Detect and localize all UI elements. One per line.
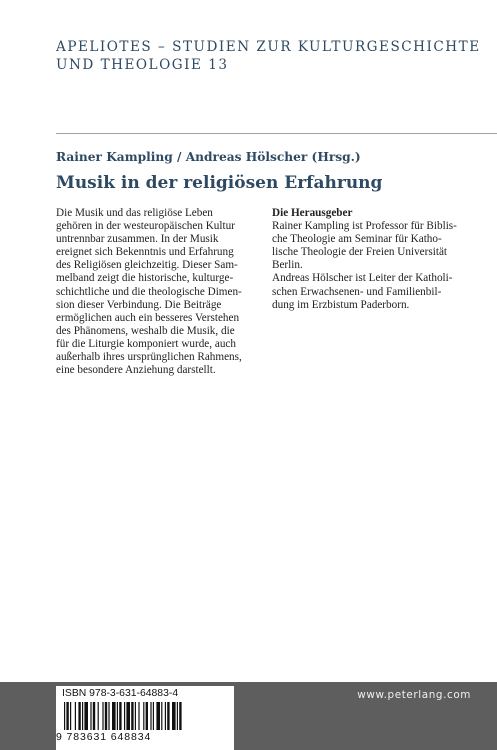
description-line: eine besondere Anziehung darstellt. — [56, 364, 216, 377]
description-line: außerhalb ihres ursprünglichen Rahmens, — [56, 351, 242, 364]
barcode-digits: 9 783631 648834 — [56, 731, 152, 743]
divider-rule — [56, 133, 497, 134]
barcode-bar — [124, 702, 125, 730]
barcode-bar — [126, 702, 130, 730]
barcode-icon — [62, 702, 228, 730]
description-line: melband zeigt die historische, kulturge- — [56, 272, 234, 285]
editors-line: schen Erwachsenen- und Familienbil- — [272, 285, 442, 298]
barcode-bar — [150, 702, 151, 730]
description-text — [56, 207, 261, 377]
barcode-bar — [167, 702, 169, 730]
barcode-bar — [98, 702, 99, 730]
barcode-bar — [135, 702, 136, 730]
description-line: des Phänomens, weshalb die Musik, die — [56, 324, 235, 337]
series-title — [56, 38, 481, 74]
barcode-bar — [112, 702, 116, 730]
publisher-url[interactable]: www.peterlang.com — [357, 689, 471, 701]
barcode-bar — [177, 702, 178, 730]
barcode-bar — [156, 702, 160, 730]
description-line: untrennbar zusammen. In der Musik — [56, 233, 219, 246]
description-line: schichtliche und die theologische Dimen- — [56, 285, 242, 298]
description-line: sion dieser Verbindung. Die Beiträge — [56, 298, 222, 311]
editors-line: che Theologie am Seminar für Katho- — [272, 233, 442, 246]
book-authors: Rainer Kampling / Andreas Hölscher (Hrsg.) — [56, 150, 361, 164]
barcode-bar — [143, 702, 144, 730]
barcode-bar — [90, 702, 91, 730]
barcode-bar — [66, 702, 68, 730]
editors-line: lische Theologie der Freien Universität — [272, 246, 448, 259]
series-line-1: APELIOTES – STUDIEN ZUR KULTURGESCHICHTE — [56, 39, 481, 55]
barcode-bar — [70, 702, 71, 730]
description-line: ermöglichen auch ein besseres Verstehen — [56, 311, 240, 324]
barcode-bar — [119, 702, 121, 730]
editors-section — [272, 207, 482, 312]
barcode-bar — [165, 702, 166, 730]
barcode-bar — [108, 702, 109, 730]
description-line: ereignet sich Bekenntnis und Erfahrung — [56, 246, 234, 259]
series-line-2: UND THEOLOGIE 13 — [56, 57, 229, 73]
barcode-bar — [172, 702, 176, 730]
editors-heading: Die Herausgeber — [272, 207, 353, 219]
barcode-bar — [64, 702, 65, 730]
editors-line: Rainer Kampling ist Professor für Biblis- — [272, 220, 457, 233]
barcode-bar — [84, 702, 88, 730]
editors-line: dung im Erzbistum Paderborn. — [272, 298, 410, 311]
barcode-bar — [117, 702, 118, 730]
barcode-bar — [179, 702, 181, 730]
barcode-bar — [75, 702, 76, 730]
barcode-bar — [102, 702, 103, 730]
barcode-bar — [78, 702, 80, 730]
editors-line: Berlin. — [272, 259, 303, 272]
description-line: gehören in der westeuropäischen Kultur — [56, 220, 235, 233]
barcode-bar — [93, 702, 95, 730]
barcode-bar — [146, 702, 148, 730]
barcode-bar — [153, 702, 154, 730]
barcode-bar — [131, 702, 133, 730]
barcode-bar — [161, 702, 162, 730]
isbn-number: ISBN 978-3-631-64883-4 — [62, 688, 179, 699]
description-line: für die Liturgie komponiert wurde, auch — [56, 337, 236, 350]
barcode-bar — [105, 702, 107, 730]
editors-line: Andreas Hölscher ist Leiter der Katholi- — [272, 272, 453, 285]
barcode-bar — [138, 702, 139, 730]
description-line: des Religiösen gleichzeitig. Dieser Sam- — [56, 259, 238, 272]
description-line: Die Musik und das religiöse Leben — [56, 207, 213, 219]
barcode-bar — [82, 702, 83, 730]
barcode-label — [56, 686, 234, 750]
book-title: Musik in der religiösen Erfahrung — [56, 173, 383, 193]
